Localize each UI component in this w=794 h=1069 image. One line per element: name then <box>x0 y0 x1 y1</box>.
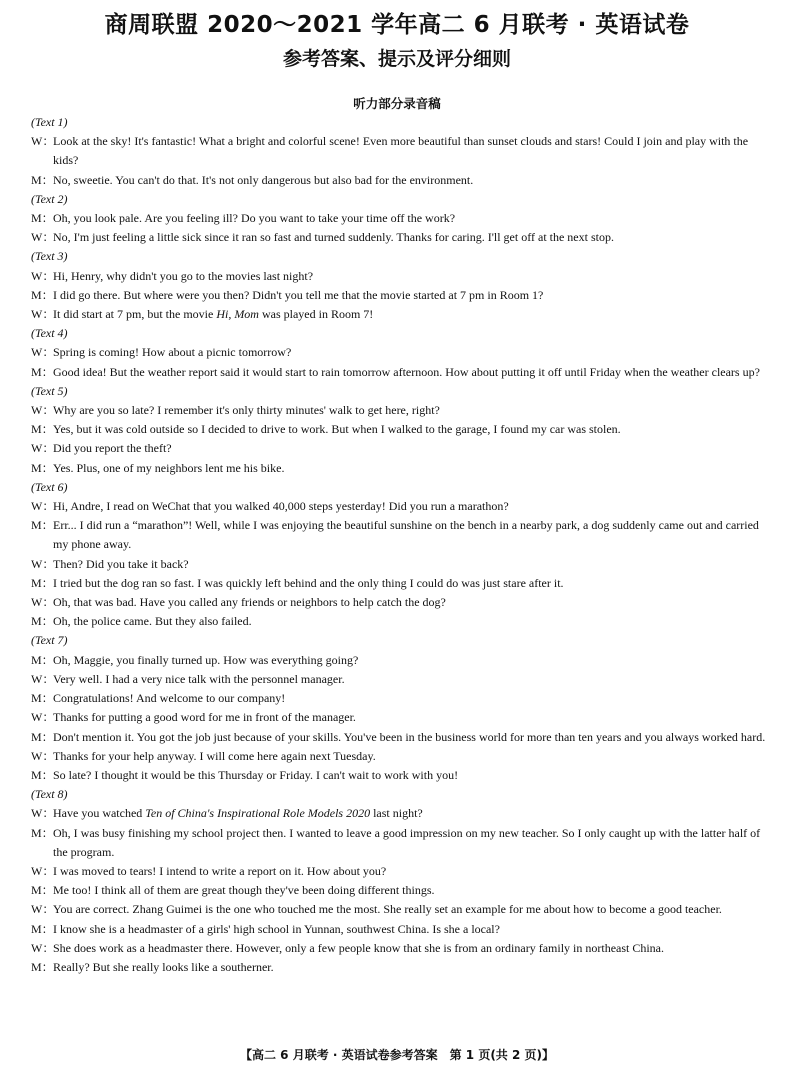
dialogue-line <box>31 305 771 324</box>
dialogue-line <box>31 824 771 862</box>
italic-title: Ten of China's Inspirational Role Models 2020 <box>145 806 371 821</box>
dialogue-text <box>53 708 771 727</box>
dialogue-text-part: Me too! I think all of them are great though they've been doing different things. <box>53 883 435 898</box>
dialogue-line <box>31 612 771 631</box>
dialogue-line <box>31 555 771 574</box>
speaker-label: M： <box>31 460 54 475</box>
dialogue-text-part: You are correct. Zhang Guimei is the one who touched me the most. She really set an example for me about how to become a good teacher. <box>53 902 722 917</box>
dialogue-text <box>53 670 771 689</box>
dialogue-line <box>31 343 771 362</box>
dialogue-line <box>31 228 771 247</box>
speaker-label: M： <box>31 287 54 302</box>
speaker-label: W： <box>31 806 55 821</box>
speaker-label: W： <box>31 499 55 514</box>
dialogue-line <box>31 209 771 228</box>
dialogue-line <box>31 401 771 420</box>
dialogue-line <box>31 958 771 977</box>
dialogue-text <box>53 900 771 919</box>
dialogue-text-part: Really? But she really looks like a southerner. <box>53 959 274 974</box>
dialogue-text-part: Very well. I had a very nice talk with the personnel manager. <box>53 671 345 686</box>
dialogue-line <box>31 420 771 439</box>
dialogue-text <box>53 171 771 190</box>
dialogue-text-part: Yes, but it was cold outside so I decided to drive to work. But when I walked to the garage, I found my car was stolen. <box>53 422 621 437</box>
dialogue-text <box>53 209 771 228</box>
dialogue-text <box>53 804 771 823</box>
page-subtitle: 参考答案、提示及评分细则 <box>282 48 511 70</box>
speaker-label: W： <box>31 595 55 610</box>
text-label: (Text 4) <box>31 326 68 341</box>
speaker-label: W： <box>31 134 55 149</box>
speaker-label: M： <box>31 518 54 533</box>
dialogue-text-part: was played in Room 7! <box>258 307 374 322</box>
dialogue-text <box>53 920 771 939</box>
dialogue-line <box>31 593 771 612</box>
dialogue-text-part: Then? Did you take it back? <box>53 556 189 571</box>
dialogue-text <box>53 574 771 593</box>
speaker-label: W： <box>31 671 55 686</box>
speaker-label: W： <box>31 441 55 456</box>
dialogue-text <box>53 651 771 670</box>
dialogue-text <box>53 343 771 362</box>
dialogue-text <box>53 766 771 785</box>
dialogue-text-part: It did start at 7 pm, but the movie <box>53 307 217 322</box>
dialogue-text-part: I tried but the dog ran so fast. I was quickly left behind and the only thing I could do was just stare after it. <box>53 575 564 590</box>
dialogue-text-part: Oh, Maggie, you finally turned up. How was everything going? <box>53 652 359 667</box>
dialogue-text-part: Oh, the police came. But they also failed. <box>53 614 252 629</box>
speaker-label: W： <box>31 345 55 360</box>
dialogue-line <box>31 363 771 382</box>
dialogue-text-part: Thanks for putting a good word for me in front of the manager. <box>53 710 356 725</box>
speaker-label: W： <box>31 230 55 245</box>
dialogue-text-part: No, I'm just feeling a little sick since it ran so fast and turned suddenly. Thanks for caring. I'll get off at the next stop. <box>53 230 614 245</box>
dialogue-text <box>53 132 771 170</box>
text-label: (Text 7) <box>31 633 68 648</box>
dialogue-text <box>53 881 771 900</box>
speaker-label: W： <box>31 403 55 418</box>
dialogue-text <box>53 305 771 324</box>
dialogue-text-part: No, sweetie. You can't do that. It's not only dangerous but also bad for the environment. <box>53 172 474 187</box>
speaker-label: M： <box>31 691 54 706</box>
dialogue-text-part: Hi, Andre, I read on WeChat that you walked 40,000 steps yesterday! Did you run a marathon? <box>53 499 509 514</box>
dialogue-line <box>31 497 771 516</box>
dialogue-text <box>53 939 771 958</box>
speaker-label: M： <box>31 729 54 744</box>
speaker-label: M： <box>31 767 54 782</box>
speaker-label: M： <box>31 364 54 379</box>
dialogue-text-part: Good idea! But the weather report said it would start to rain tomorrow afternoon. How about putting it off until Friday when the weather clears up? <box>53 364 760 379</box>
dialogue-text <box>53 286 771 305</box>
dialogue-text <box>53 516 771 554</box>
dialogue-line <box>31 862 771 881</box>
dialogue-text <box>53 267 771 286</box>
dialogue-text-part: Err... I did run a “marathon”! Well, while I was enjoying the beautiful sunshine on the bench in a nearby park, a dog suddenly came out and carried my phone away. <box>53 518 759 552</box>
dialogue-line <box>31 171 771 190</box>
dialogue-line <box>31 574 771 593</box>
dialogue-text-part: Why are you so late? I remember it's only thirty minutes' walk to get here, right? <box>53 403 440 418</box>
speaker-label: W： <box>31 940 55 955</box>
text-label: (Text 1) <box>31 115 68 129</box>
dialogue-line <box>31 920 771 939</box>
dialogue-text-part: last night? <box>370 806 423 821</box>
dialogue-text-part: I know she is a headmaster of a girls' high school in Yunnan, southwest China. Is she a local? <box>53 921 500 936</box>
dialogue-text <box>53 747 771 766</box>
dialogue-line <box>31 459 771 478</box>
speaker-label: M： <box>31 211 54 226</box>
dialogue-text-part: I did go there. But where were you then? Didn't you tell me that the movie started at 7 pm in Room 1? <box>53 287 544 302</box>
dialogue-line <box>31 766 771 785</box>
dialogue-line <box>31 439 771 458</box>
dialogue-line <box>31 728 771 747</box>
dialogue-line <box>31 689 771 708</box>
dialogue-text <box>53 555 771 574</box>
speaker-label: M： <box>31 959 54 974</box>
dialogue-text <box>53 728 771 747</box>
dialogue-text <box>53 459 771 478</box>
speaker-label: M： <box>31 575 54 590</box>
speaker-label: W： <box>31 902 55 917</box>
dialogue-text-part: Spring is coming! How about a picnic tomorrow? <box>53 345 292 360</box>
page-footer: 【高二 6 月联考 · 英语试卷参考答案 第 1 页(共 2 页)】 <box>240 1048 554 1062</box>
dialogue-text <box>53 824 771 862</box>
dialogue-text <box>53 420 771 439</box>
dialogue-text-part: Oh, you look pale. Are you feeling ill? Do you want to take your time off the work? <box>53 211 456 226</box>
dialogue-line <box>31 286 771 305</box>
dialogue-text-part: Oh, that was bad. Have you called any friends or neighbors to help catch the dog? <box>53 595 446 610</box>
speaker-label: W： <box>31 268 55 283</box>
dialogue-text <box>53 439 771 458</box>
dialogue-text <box>53 497 771 516</box>
text-label: (Text 3) <box>31 249 68 264</box>
dialogue-line <box>31 132 771 170</box>
dialogue-text-part: Look at the sky! It's fantastic! What a bright and colorful scene! Even more beautiful than sunset clouds and stars! Could I join and play with the kids? <box>53 134 749 168</box>
dialogue-text <box>53 689 771 708</box>
dialogue-text <box>53 363 771 382</box>
dialogue-text-part: Thanks for your help anyway. I will come here again next Tuesday. <box>53 748 376 763</box>
dialogue-text-part: Have you watched <box>53 806 146 821</box>
speaker-label: M： <box>31 825 54 840</box>
page-title: 商周联盟 2020～2021 学年高二 6 月联考 · 英语试卷 <box>104 12 690 38</box>
dialogue-line <box>31 881 771 900</box>
dialogue-text <box>53 612 771 631</box>
dialogue-text-part: So late? I thought it would be this Thursday or Friday. I can't wait to work with you! <box>53 767 459 782</box>
dialogue-line <box>31 651 771 670</box>
speaker-label: W： <box>31 748 55 763</box>
dialogue-text-part: I was moved to tears! I intend to write a report on it. How about you? <box>53 863 387 878</box>
dialogue-line <box>31 939 771 958</box>
dialogue-text-part: Yes. Plus, one of my neighbors lent me his bike. <box>53 460 285 475</box>
speaker-label: M： <box>31 172 54 187</box>
section-title: 听力部分录音稿 <box>353 96 441 111</box>
speaker-label: M： <box>31 883 54 898</box>
listening-transcript <box>31 113 771 977</box>
dialogue-text <box>53 862 771 881</box>
dialogue-line <box>31 900 771 919</box>
speaker-label: M： <box>31 422 54 437</box>
dialogue-text-part: She does work as a headmaster there. However, only a few people know that she is from an ordinary family in northeast China. <box>53 940 665 955</box>
dialogue-text-part: Oh, I was busy finishing my school project then. I wanted to leave a good impression on my new teacher. So I only caught up with the latter half of the program. <box>53 825 761 859</box>
speaker-label: M： <box>31 652 54 667</box>
dialogue-text <box>53 958 771 977</box>
speaker-label: W： <box>31 710 55 725</box>
dialogue-text <box>53 593 771 612</box>
dialogue-line <box>31 267 771 286</box>
text-label: (Text 2) <box>31 191 68 206</box>
dialogue-text <box>53 401 771 420</box>
dialogue-line <box>31 670 771 689</box>
dialogue-line <box>31 804 771 823</box>
speaker-label: M： <box>31 921 54 936</box>
speaker-label: W： <box>31 556 55 571</box>
dialogue-text-part: Don't mention it. You got the job just because of your skills. You've been in the business world for more than ten years and you always worked hard. <box>53 729 766 744</box>
dialogue-line <box>31 516 771 554</box>
dialogue-text-part: Congratulations! And welcome to our company! <box>53 691 286 706</box>
speaker-label: W： <box>31 863 55 878</box>
speaker-label: W： <box>31 307 55 322</box>
dialogue-line <box>31 708 771 727</box>
italic-title: Hi, Mom <box>216 307 259 322</box>
dialogue-text-part: Hi, Henry, why didn't you go to the movies last night? <box>53 268 314 283</box>
dialogue-text-part: Did you report the theft? <box>53 441 172 456</box>
text-label: (Text 6) <box>31 479 68 494</box>
text-label: (Text 5) <box>31 383 68 398</box>
text-label: (Text 8) <box>31 787 68 802</box>
speaker-label: M： <box>31 614 54 629</box>
dialogue-line <box>31 747 771 766</box>
dialogue-text <box>53 228 771 247</box>
